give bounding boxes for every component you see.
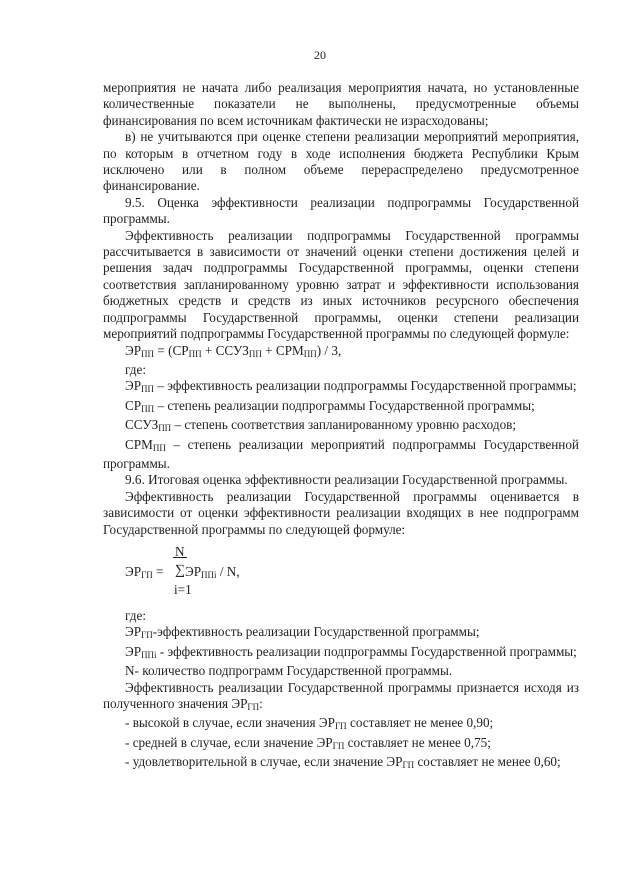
where-label: где: [125,361,146,377]
definitions-list-2 [103,624,579,679]
paragraph-continuation: мероприятия не начата либо реализация мероприятия начата, но установленные количественные показатели не выполнены, предусмотренные объемы финансирования по всем источникам фактически не израсходованы; [103,80,579,128]
sum-lower-limit: i=1 [174,581,192,597]
sigma-symbol: ∑ [175,562,185,578]
definition-item: $ССУЗ_{ПП}$ – степень соответствия запланированному уровню расходов; [125,417,517,434]
grade-item-high: - высокой в случае, если значения $ЭР_{ГП}$ составляет не менее 0,90; [125,715,494,732]
definition-item: $ЭР_{ППi}$ - эффективность реализации подпрограммы Государственной программы; [125,643,577,660]
definition-item: $СР_{ПП}$ – степень реализации подпрограммы Государственной программы; [125,397,535,414]
paragraph-recognition: Эффективность реализации Государственной программы признается исходя из полученного значения $ЭР_{ГП}$: [103,679,579,712]
paragraph-subprogram-efficiency: Эффективность реализации подпрограммы Государственной программы рассчитывается в зависимости от значений оценки степени достижения целей и решения задач подпрограммы Государственной программы, оценки степени соответствия запланированному уровню затрат и эффективности использования бюджетных средств и средств из иных источников ресурсного обеспечения подпрограммы Государственной программы, оценки степени реализации мероприятий подпрограммы Государственной программы по следующей формуле: [103,227,579,342]
definition-item: $ЭР_{ГП}$-эффективность реализации Государственной программы; [125,624,480,641]
grade-item-medium: - средней в случае, если значение $ЭР_{ГП}$ составляет не менее 0,75; [125,734,491,751]
section-9-6-heading: 9.6. Итоговая оценка эффективности реализации Государственной программы. [125,472,568,488]
grade-item-satisfactory: - удовлетворительной в случае, если значение $ЭР_{ГП}$ составляет не менее 0,60; [125,754,561,771]
definition-item: $СРМ_{ПП}$ – степень реализации мероприятий подпрограммы Государственной программы. [103,436,579,471]
definition-item: $ЭР_{ПП}$ – эффективность реализации подпрограммы Государственной программы; [125,378,577,395]
sum-bar [173,557,187,558]
sum-upper-limit: N [175,543,185,559]
formula-rhs: $ЭР_{ППi}$ / N, [185,563,240,580]
formula-er-gp [103,544,579,604]
where-label: где: [125,607,146,623]
grade-list [103,715,579,773]
definitions-list-1 [103,378,579,472]
formula-er-pp: $ЭР_{ПП} = (СР_{ПП}$ + $ССУЗ_{ПП} + СРМ_{ПП}) / 3$, [125,342,342,359]
paragraph-item-v: в) не учитываются при оценке степени реализации мероприятий мероприятия, по которым в отчетном году в ходе исполнения бюджета Республики Крым исключено или в полном объеме перераспределено предусмотренное финансирование. [103,129,579,194]
section-9-5-heading: 9.5. Оценка эффективности реализации подпрограммы Государственной программы. [103,194,579,227]
formula-lhs: $ЭР_{ГП}$ = [125,563,164,580]
paragraph-program-efficiency: Эффективность реализации Государственной программы оценивается в зависимости от оценки эффективности реализации входящих в нее подпрограмм Государственной программы по следующей формуле: [103,488,579,537]
page-content [103,80,579,774]
definition-item: N- количество подпрограмм Государственной программы. [125,663,453,679]
page-number: 20 [314,48,326,62]
